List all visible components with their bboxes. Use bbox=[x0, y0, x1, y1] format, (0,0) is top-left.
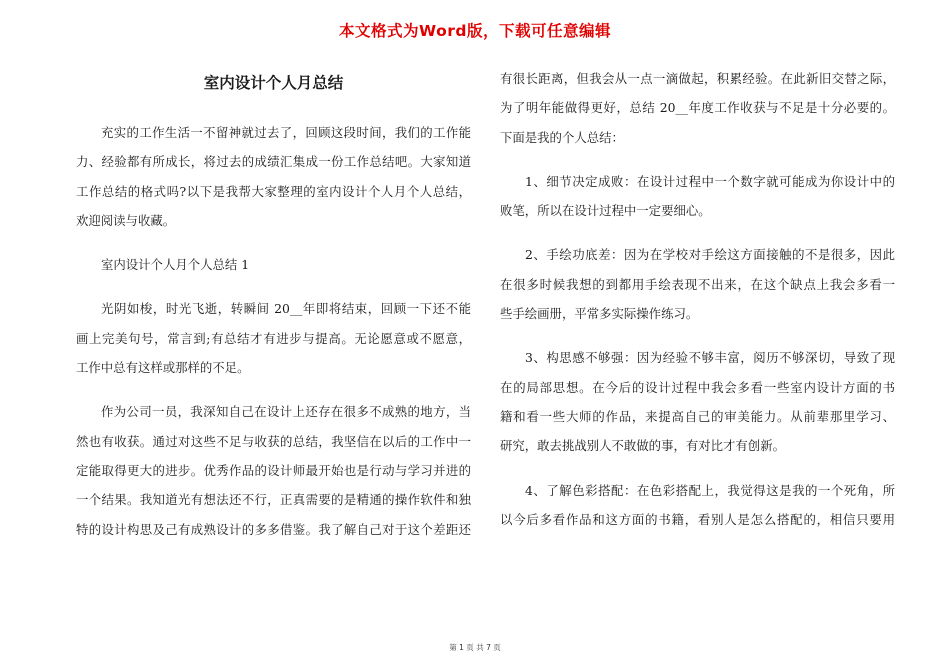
list-item-line: 籍和看一些大师的作品，来提高自己的审美能力。从前辈那里学习、 bbox=[500, 408, 895, 424]
list-item-line: 研究，敢去挑战别人不敢做的事，有对比才有创新。 bbox=[500, 438, 785, 454]
list-item-line: 在很多时候我想的到都用手绘表现不出来，在这个缺点上我会多看一 bbox=[500, 276, 895, 292]
list-item-line: 3、构思感不够强：因为经验不够丰富，阅历不够深切，导致了现 bbox=[525, 350, 895, 366]
page-number: 第 1 页 共 7 页 bbox=[449, 643, 501, 652]
right-column bbox=[500, 64, 895, 534]
list-item-line: 4、了解色彩搭配：在色彩搭配上，我觉得这是我的一个死角，所 bbox=[525, 482, 895, 498]
paragraph-line: 一个结果。我知道光有想法还不行，正真需要的是精通的操作软件和独 bbox=[76, 492, 471, 508]
paragraph-line: 工作中总有这样或那样的不足。 bbox=[76, 360, 250, 376]
paragraph-line: 定能取得更大的进步。优秀作品的设计师最开始也是行动与学习并进的 bbox=[76, 462, 471, 478]
list-item-line: 在的局部思想。在今后的设计过程中我会多看一些室内设计方面的书 bbox=[500, 379, 895, 395]
paragraph-line: 充实的工作生活一不留神就过去了，回顾这段时间，我们的工作能 bbox=[101, 125, 471, 140]
paragraph-line: 作为公司一员，我深知自己在设计上还存在很多不成熟的地方，当 bbox=[101, 404, 471, 420]
paragraph-line: 特的设计构思及己有成熟设计的多多借鉴。我了解自己对于这个差距还 bbox=[76, 521, 471, 537]
paragraph-line: 下面是我的个人总结： bbox=[500, 129, 624, 145]
paragraph-line: 欢迎阅读与收藏。 bbox=[76, 212, 176, 228]
list-item-line: 1、细节决定成败：在设计过程中一个数字就可能成为你设计中的 bbox=[525, 173, 895, 189]
list-item-line: 2、手绘功底差：因为在学校对手绘这方面接触的不是很多，因此 bbox=[525, 247, 895, 263]
format-banner: 本文格式为Word版，下载可任意编辑 bbox=[339, 22, 611, 40]
section-heading: 室内设计个人月个人总结 1 bbox=[101, 257, 250, 273]
list-item-line: 些手绘画册，平常多实际操作练习。 bbox=[500, 306, 699, 322]
paragraph-line: 工作总结的格式吗?以下是我帮大家整理的室内设计个人月个人总结， bbox=[76, 183, 471, 199]
document-title: 室内设计个人月总结 bbox=[203, 74, 344, 92]
paragraph-line: 力、经验都有所成长，将过去的成绩汇集成一份工作总结吧。大家知道 bbox=[76, 154, 471, 170]
paragraph-line: 光阴如梭，时光飞逝，转瞬间 20__年即将结束，回顾一下还不能 bbox=[101, 301, 471, 317]
list-item-line: 败笔，所以在设计过程中一定要细心。 bbox=[500, 203, 711, 219]
paragraph-line: 有很长距离，但我会从一点一滴做起，积累经验。在此新旧交替之际， bbox=[500, 71, 895, 86]
list-item-line: 以今后多看作品和这方面的书籍，看别人是怎么搭配的，相信只要用 bbox=[500, 511, 895, 527]
left-column bbox=[76, 64, 471, 544]
paragraph-line: 画上完美句号，常言到;有总结才有进步与提高。无论愿意或不愿意， bbox=[76, 330, 471, 346]
paragraph-line: 然也有收获。通过对这些不足与收获的总结，我坚信在以后的工作中一 bbox=[76, 433, 471, 449]
paragraph-line: 为了明年能做得更好，总结 20__年度工作收获与不足是十分必要的。 bbox=[500, 100, 895, 116]
